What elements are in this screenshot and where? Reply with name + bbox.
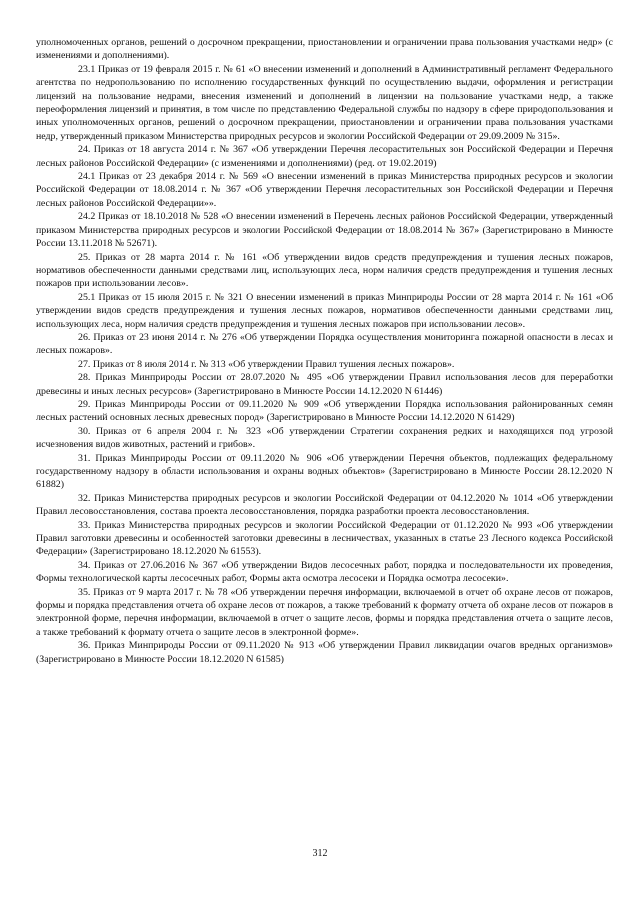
paragraph: 29. Приказ Минприроды России от 09.11.2020 № 909 «Об утверждении Порядка использования районированных семян лесных растений основных лесных древесных пород» (Зарегистрировано в Минюсте России 14.12.2020 N 61429) [36, 398, 613, 424]
paragraph: 34. Приказ от 27.06.2016 № 367 «Об утверждении Видов лесосечных работ, порядка и последовательности их проведения, Формы технологической карты лесосечных работ, Формы акта осмотра лесосеки и Порядка осмотра лесосеки». [36, 559, 613, 585]
paragraph: 31. Приказ Минприроды России от 09.11.2020 № 906 «Об утверждении Перечня объектов, подлежащих федеральному государственному надзору в области использования и охраны водных объектов» (Зарегистрировано в Минюсте России 28.12.2020 N 61882) [36, 452, 613, 491]
paragraph: 25.1 Приказ от 15 июля 2015 г. № 321 О внесении изменений в приказ Минприроды России от 28 марта 2014 г. № 161 «Об утверждении видов средств предупреждения и тушения лесных пожаров, нормативов обеспеченности данными средствами лиц, использующих леса, норм наличия средств предупреждения и тушения лесных пожаров при использовании лесов». [36, 291, 613, 330]
paragraph: 33. Приказ Министерства природных ресурсов и экологии Российской Федерации от 01.12.2020 № 993 «Об утверждении Правил заготовки древесины и особенностей заготовки древесины в лесничествах, указанных в статье 23 Лесного кодекса Российской Федерации» (Зарегистрировано 18.12.2020 № 61553). [36, 519, 613, 558]
paragraph: 23.1 Приказ от 19 февраля 2015 г. № 61 «О внесении изменений и дополнений в Административный регламент Федерального агентства по недропользованию по исполнению государственных функций по осуществлению выдачи, оформления и регистрации лицензий на пользование недрами, внесения изменений и дополнений в лицензии на пользование участками недр, а также переоформления лицензий и принятия, в том числе по представлению Федеральной службы по надзору в сфере природопользования и иных уполномоченных органов, решений о досрочном прекращении, приостановлении и ограничении права пользования участками недр, утвержденный приказом Министерства природных ресурсов и экологии Российской Федерации от 29.09.2009 № 315». [36, 63, 613, 142]
document-body [36, 36, 613, 666]
paragraph: уполномоченных органов, решений о досрочном прекращении, приостановлении и ограничении права пользования участками недр» (с изменениями и дополнениями). [36, 37, 613, 62]
page-number: 312 [312, 848, 328, 859]
paragraph: 27. Приказ от 8 июля 2014 г. № 313 «Об утверждении Правил тушения лесных пожаров». [78, 358, 455, 370]
paragraph: 24.1 Приказ от 23 декабря 2014 г. № 569 «О внесении изменений в приказ Министерства природных ресурсов и экологии Российской Федерации от 18.08.2014 г. № 367 «Об утверждении Перечня лесорастительных зон Российской Федерации и Перечня лесных районов Российской Федерации»». [36, 171, 613, 209]
paragraph: 24. Приказ от 18 августа 2014 г. № 367 «Об утверждении Перечня лесорастительных зон Российской Федерации и Перечня лесных районов Российской Федерации» (с изменениями и дополнениями) (ред. от 19.02.2019) [36, 144, 613, 169]
paragraph: 26. Приказ от 23 июня 2014 г. № 276 «Об утверждении Порядка осуществления мониторинга пожарной опасности в лесах и лесных пожаров». [36, 331, 613, 357]
paragraph: 28. Приказ Минприроды России от 28.07.2020 № 495 «Об утверждении Правил использования лесов для переработки древесины и иных лесных ресурсов» (Зарегистрировано в Минюсте России 14.12.2020 N 61446) [36, 372, 613, 397]
paragraph: 25. Приказ от 28 марта 2014 г. № 161 «Об утверждении видов средств предупреждения и тушения лесных пожаров, нормативов обеспеченности данными средствами лиц, использующих леса, норм наличия средств предупреждения и тушения лесных пожаров при использовании лесов». [36, 251, 613, 290]
paragraph: 32. Приказ Министерства природных ресурсов и экологии Российской Федерации от 04.12.2020 № 1014 «Об утверждении Правил лесовосстановления, состава проекта лесовосстановления, порядка разработки проекта лесовосстановления. [36, 492, 613, 518]
paragraph: 30. Приказ от 6 апреля 2004 г. № 323 «Об утверждении Стратегии сохранения редких и находящихся под угрозой исчезновения видов животных, растений и грибов». [36, 425, 613, 451]
paragraph: 36. Приказ Минприроды России от 09.11.2020 № 913 «Об утверждении Правил ликвидации очагов вредных организмов» (Зарегистрировано в Минюсте России 18.12.2020 N 61585) [36, 640, 613, 665]
paragraph: 24.2 Приказ от 18.10.2018 № 528 «О внесении изменений в Перечень лесных районов Российской Федерации, утвержденный приказом Министерства природных ресурсов и экологии Российской Федерации от 18.08.2014 № 367» (Зарегистрировано в Минюсте России 13.11.2018 № 52671). [36, 211, 613, 250]
paragraph: 35. Приказ от 9 марта 2017 г. № 78 «Об утверждении перечня информации, включаемой в отчет об охране лесов от пожаров, формы и порядка представления отчета об охране лесов от пожаров, а также требований к формату отчета об охране лесов от пожаров в электронной форме, перечня информации, включаемой в отчет о защите лесов, формы и порядка представления отчета о защите лесов, а также требований к формату отчета о защите лесов в электронной форме». [36, 586, 613, 638]
